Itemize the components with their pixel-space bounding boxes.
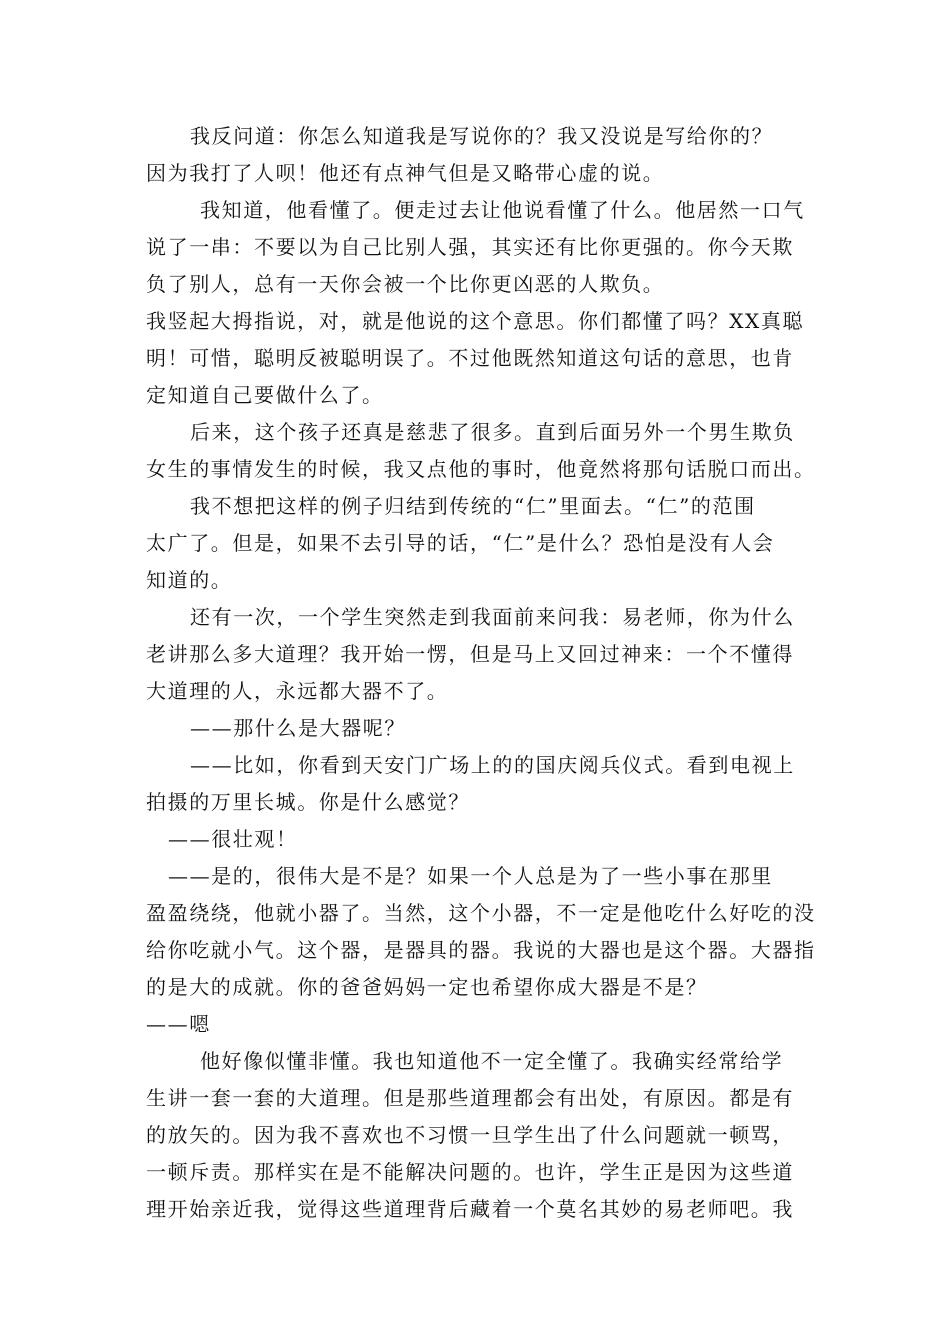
text-line: ——是的，很伟大是不是？如果一个人总是为了一些小事在那里 xyxy=(168,864,773,888)
text-line: 女生的事情发生的时候，我又点他的事时，他竟然将那句话脱口而出。 xyxy=(146,457,816,481)
paragraph xyxy=(146,118,826,155)
text-line: ——很壮观！ xyxy=(168,827,298,851)
paragraph xyxy=(146,1043,826,1228)
text-line: 说了一串：不要以为自己比别人强，其实还有比你更强的。你今天欺 xyxy=(146,235,794,259)
document-body xyxy=(146,118,826,1228)
text-line: ——那什么是大器呢？ xyxy=(190,716,406,740)
text-line: 我反问道：你怎么知道我是写说你的？我又没说是写给你的？ xyxy=(190,124,774,148)
text-line: 的是大的成就。你的爸爸妈妈一定也希望你成大器是不是？ xyxy=(146,975,708,999)
text-line: 知道的。 xyxy=(146,568,233,592)
text-line: 我知道，他看懂了。便走过去让他说看懂了什么。他居然一口气 xyxy=(200,198,805,222)
text-line: 一顿斥责。那样实在是不能解决问题的。也许，学生正是因为这些道 xyxy=(146,1160,794,1184)
paragraph xyxy=(146,1006,826,1043)
paragraph xyxy=(146,710,826,747)
text-line: 明！可惜，聪明反被聪明误了。不过他既然知道这句话的意思，也肯 xyxy=(146,346,794,370)
text-line: 太广了。但是，如果不去引导的话，“仁”是什么？恐怕是没有人会 xyxy=(146,531,775,555)
text-line: ——比如，你看到天安门广场上的的国庆阅兵仪式。看到电视上 xyxy=(190,753,795,777)
text-line: 还有一次，一个学生突然走到我面前来问我：易老师，你为什么 xyxy=(190,605,795,629)
text-line: 理开始亲近我，觉得这些道理背后藏着一个莫名其妙的易老师吧。我 xyxy=(146,1197,794,1221)
text-line: 盈盈绕绕，他就小器了。当然，这个小器，不一定是他吃什么好吃的没 xyxy=(146,901,816,925)
paragraph xyxy=(146,155,826,192)
text-line: 后来，这个孩子还真是慈悲了很多。直到后面另外一个男生欺负 xyxy=(190,420,795,444)
paragraph xyxy=(146,747,826,821)
paragraph xyxy=(146,858,826,1006)
text-line: 定知道自己要做什么了。 xyxy=(146,383,384,407)
paragraph xyxy=(146,192,826,303)
text-line: 的放矢的。因为我不喜欢也不习惯一旦学生出了什么问题就一顿骂， xyxy=(146,1123,794,1147)
paragraph xyxy=(146,414,826,488)
text-line: 我不想把这样的例子归结到传统的“仁”里面去。“仁”的范围 xyxy=(190,494,756,518)
text-line: 负了别人，总有一天你会被一个比你更凶恶的人欺负。 xyxy=(146,272,665,296)
paragraph xyxy=(146,821,826,858)
text-line: 因为我打了人呗！他还有点神气但是又略带心虚的说。 xyxy=(146,161,665,185)
text-line: 他好像似懂非懂。我也知道他不一定全懂了。我确实经常给学 xyxy=(200,1049,784,1073)
paragraph xyxy=(146,488,826,599)
text-line: 生讲一套一套的大道理。但是那些道理都会有出处，有原因。都是有 xyxy=(146,1086,794,1110)
text-line: 大道理的人，永远都大器不了。 xyxy=(146,679,449,703)
paragraph xyxy=(146,303,826,414)
text-line: 我竖起大拇指说，对，就是他说的这个意思。你们都懂了吗？XX真聪 xyxy=(146,309,805,333)
paragraph xyxy=(146,599,826,710)
text-line: 老讲那么多大道理？我开始一愣，但是马上又回过神来：一个不懂得 xyxy=(146,642,794,666)
text-line: 给你吃就小气。这个器，是器具的器。我说的大器也是这个器。大器指 xyxy=(146,938,816,962)
text-line: ——嗯 xyxy=(146,1012,211,1036)
text-line: 拍摄的万里长城。你是什么感觉？ xyxy=(146,790,470,814)
